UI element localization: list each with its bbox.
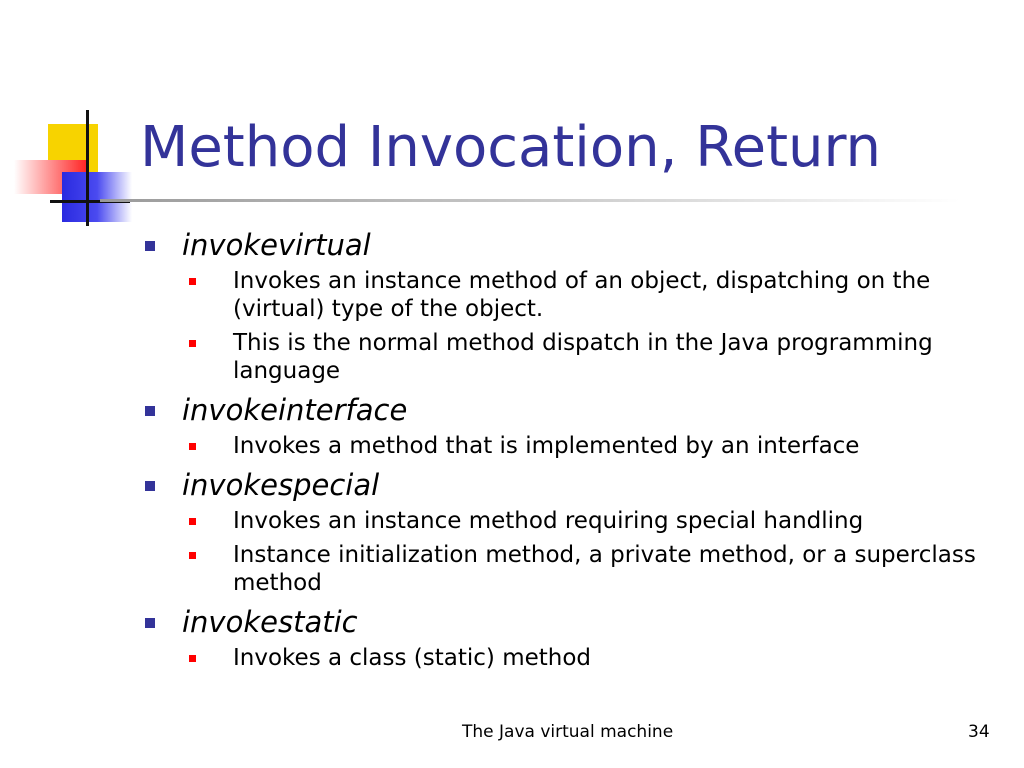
footer-title: The Java virtual machine (462, 722, 674, 742)
sub-bullet-text: Invokes a class (static) method (233, 645, 592, 671)
sub-bullet (189, 507, 1005, 535)
page-number: 34 (968, 722, 990, 742)
sub-bullet (189, 541, 1005, 597)
square-bullet-icon (189, 655, 196, 662)
sub-bullet-text: This is the normal method dispatch in the Java programming language (233, 330, 933, 384)
bullet-invokeinterface (145, 391, 1005, 460)
square-bullet-icon (189, 518, 196, 525)
square-bullet-icon (145, 241, 155, 251)
square-bullet-icon (145, 406, 155, 416)
square-bullet-icon (189, 278, 196, 285)
square-bullet-icon (189, 340, 196, 347)
title-decoration (0, 0, 140, 230)
bullet-label: invokestatic (182, 605, 358, 639)
bullet-label: invokespecial (182, 468, 380, 502)
bullet-label: invokeinterface (182, 393, 408, 427)
sub-bullet-text: Invokes a method that is implemented by an interface (233, 433, 860, 459)
sub-bullet-text: Invokes an instance method of an object, dispatching on the (virtual) type of the object. (233, 268, 931, 322)
square-bullet-icon (189, 443, 196, 450)
sub-bullet (189, 644, 1005, 672)
slide-body (145, 226, 1005, 678)
sub-bullet-text: Invokes an instance method requiring special handling (233, 508, 864, 534)
sub-bullet-text: Instance initialization method, a private method, or a superclass method (233, 542, 976, 596)
sub-bullet (189, 329, 1005, 385)
square-bullet-icon (189, 552, 196, 559)
decoration-blue-block (62, 172, 132, 222)
title-underline (100, 199, 960, 202)
square-bullet-icon (145, 481, 155, 491)
sub-bullet (189, 432, 1005, 460)
bullet-label: invokevirtual (182, 228, 371, 262)
bullet-invokevirtual (145, 226, 1005, 385)
bullet-invokestatic (145, 603, 1005, 672)
slide-title: Method Invocation, Return (140, 115, 882, 180)
square-bullet-icon (145, 618, 155, 628)
decoration-vertical-line (86, 110, 89, 226)
bullet-invokespecial (145, 466, 1005, 597)
sub-bullet (189, 267, 1005, 323)
